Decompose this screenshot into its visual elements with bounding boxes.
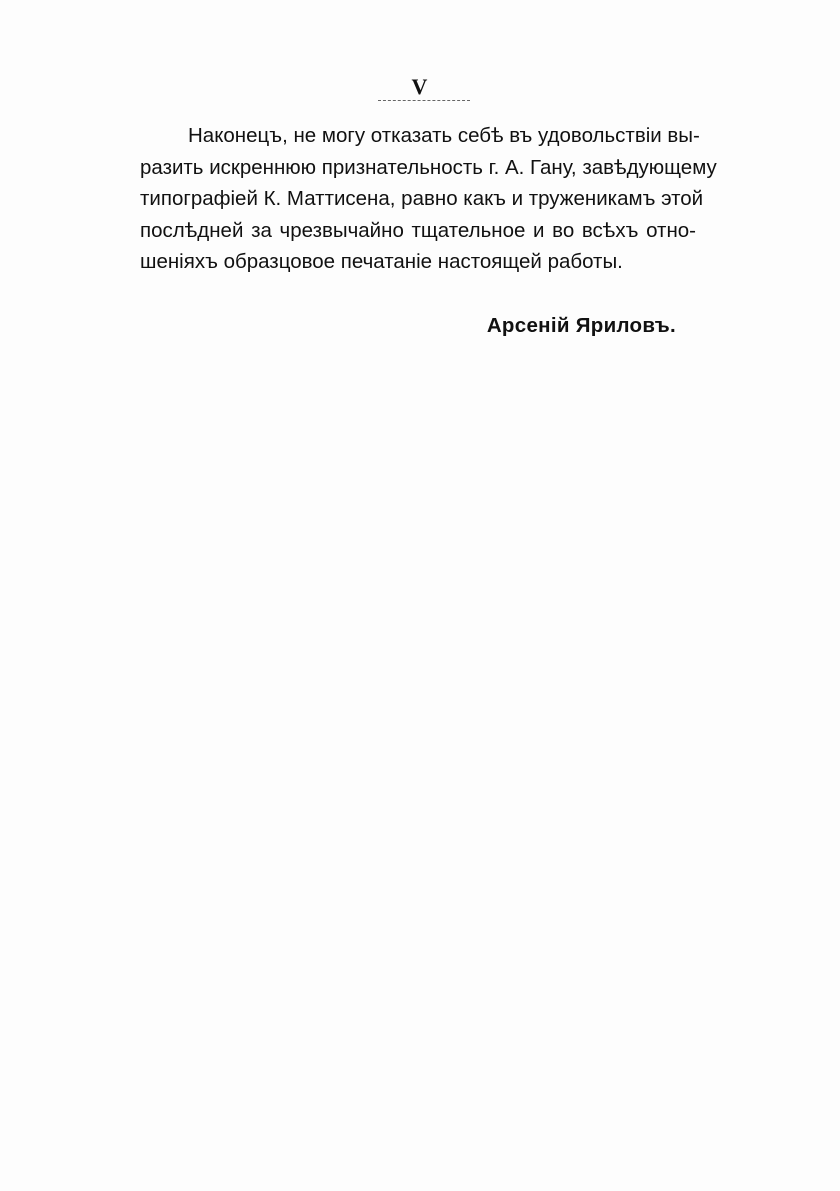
page-number: V — [411, 74, 429, 99]
paragraph-line: шеніяхъ образцовое печатаніе настоящей работы. — [140, 250, 623, 273]
paragraph-line: разить искреннюю признательность г. А. Гану, завѣдующему — [140, 155, 717, 179]
paragraph-line: типографіей К. Маттисена, равно какъ и труженикамъ этой — [140, 187, 704, 210]
body-paragraph — [140, 120, 717, 278]
paragraph-line: Наконецъ, не могу отказать себѣ въ удовольствіи вы- — [188, 124, 700, 147]
header-rule — [378, 100, 470, 101]
paragraph-line: послѣдней за чрезвычайно тщательное и во всѣхъ отно- — [140, 218, 696, 242]
author-signature: Арсеній Яриловъ. — [486, 314, 676, 337]
